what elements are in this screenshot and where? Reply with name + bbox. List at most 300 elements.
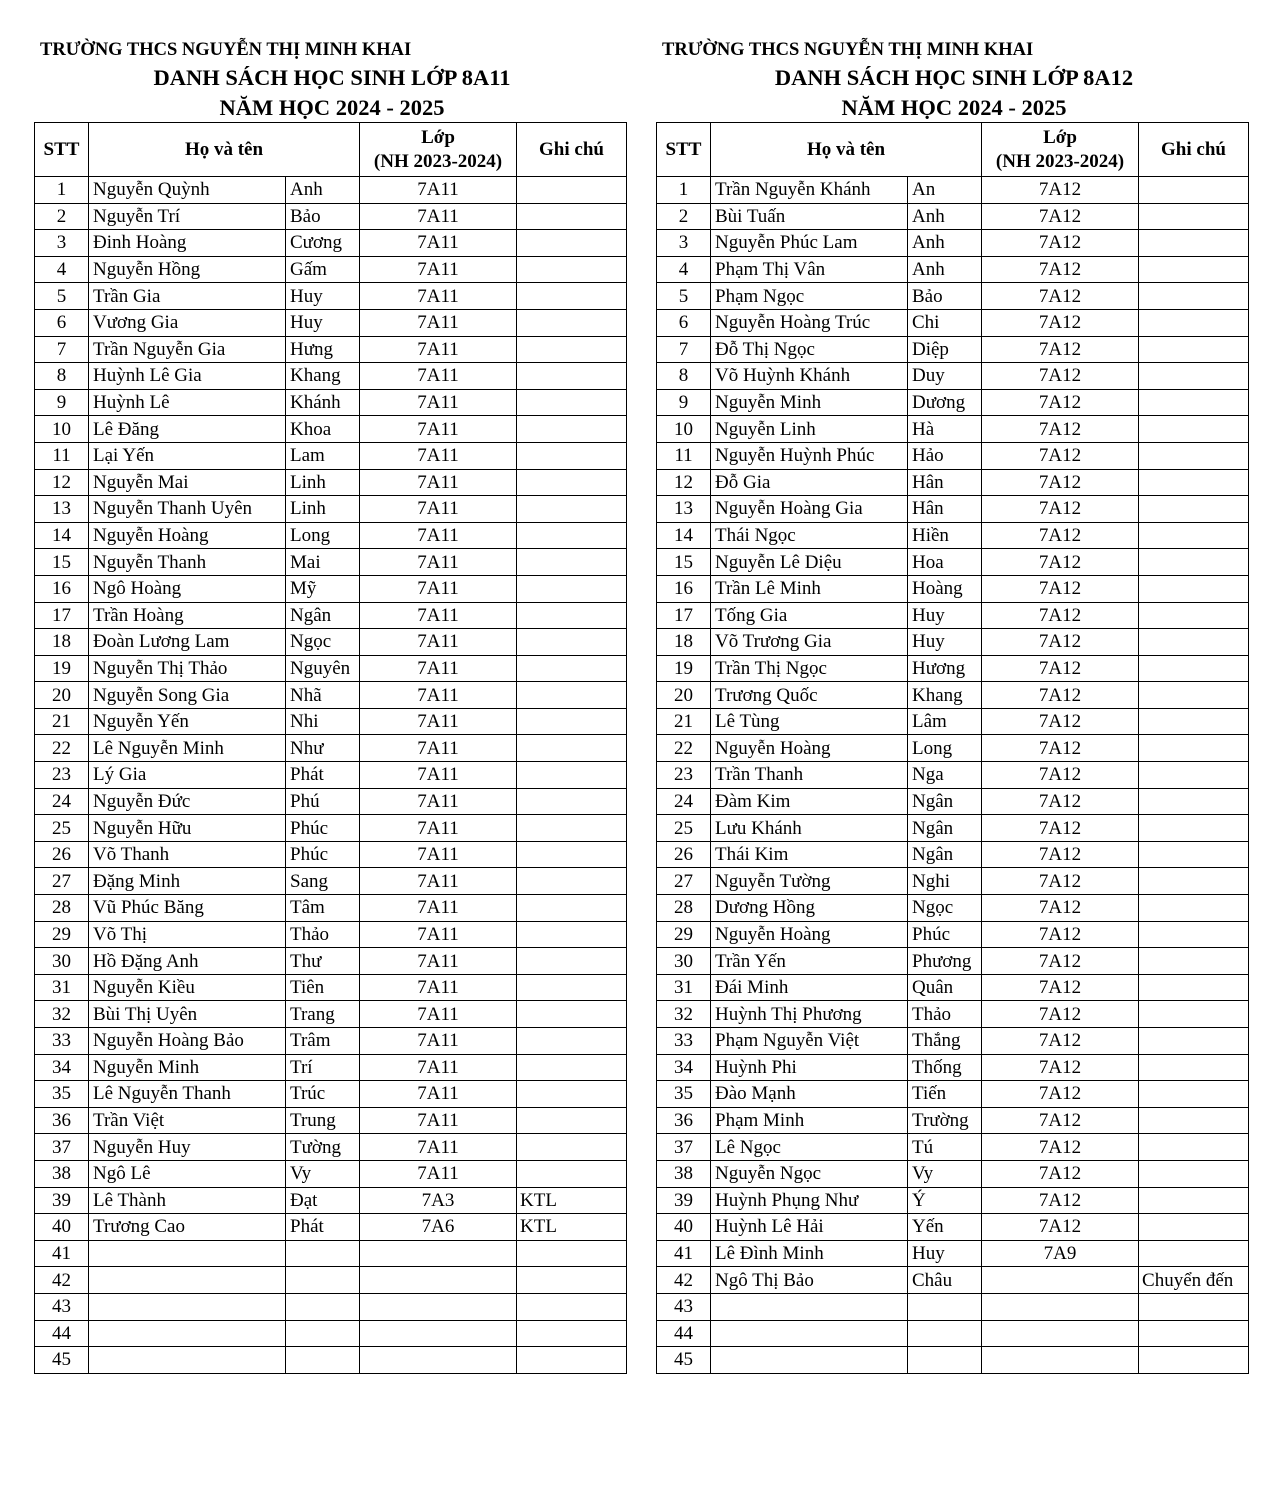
cell-first-name: Anh — [286, 177, 360, 204]
table-row — [35, 1001, 627, 1028]
cell-previous-class: 7A12 — [982, 1107, 1139, 1134]
cell-last-name: Nguyễn Kiều — [89, 974, 286, 1001]
table-row — [35, 336, 627, 363]
cell-previous-class: 7A11 — [360, 1107, 517, 1134]
cell-last-name: Trương Cao — [89, 1214, 286, 1241]
cell-note — [517, 230, 627, 257]
cell-previous-class: 7A12 — [982, 1028, 1139, 1055]
cell-first-name: Hà — [908, 416, 982, 443]
cell-note — [1139, 815, 1249, 842]
cell-last-name: Vũ Phúc Băng — [89, 895, 286, 922]
cell-last-name: Trần Việt — [89, 1107, 286, 1134]
cell-first-name: Hoa — [908, 549, 982, 576]
cell-last-name: Lê Nguyễn Minh — [89, 735, 286, 762]
cell-first-name: Ngân — [286, 602, 360, 629]
cell-previous-class: 7A11 — [360, 682, 517, 709]
cell-last-name: Trần Hoàng — [89, 602, 286, 629]
cell-previous-class: 7A12 — [982, 363, 1139, 390]
cell-previous-class: 7A11 — [360, 496, 517, 523]
header-class — [982, 123, 1139, 177]
cell-first-name: Nhã — [286, 682, 360, 709]
cell-first-name: Ngân — [908, 815, 982, 842]
cell-previous-class: 7A11 — [360, 575, 517, 602]
cell-previous-class: 7A12 — [982, 655, 1139, 682]
cell-last-name: Nguyễn Phúc Lam — [711, 230, 908, 257]
table-row — [35, 815, 627, 842]
cell-first-name: Trường — [908, 1107, 982, 1134]
cell-stt: 16 — [657, 575, 711, 602]
cell-first-name: Hảo — [908, 442, 982, 469]
cell-last-name: Nguyễn Song Gia — [89, 682, 286, 709]
table-row — [657, 1347, 1249, 1374]
table-body — [657, 177, 1249, 1374]
sheet-title: DANH SÁCH HỌC SINH LỚP 8A11 — [153, 65, 511, 90]
header-name: Họ và tên — [89, 123, 360, 177]
cell-previous-class: 7A11 — [360, 309, 517, 336]
cell-stt: 7 — [35, 336, 89, 363]
cell-stt: 38 — [35, 1160, 89, 1187]
cell-first-name: Tiến — [908, 1081, 982, 1108]
cell-previous-class: 7A12 — [982, 336, 1139, 363]
table-row — [657, 230, 1249, 257]
cell-stt: 31 — [657, 974, 711, 1001]
cell-stt: 24 — [657, 788, 711, 815]
cell-stt: 28 — [657, 895, 711, 922]
cell-previous-class: 7A12 — [982, 629, 1139, 656]
cell-first-name: Phú — [286, 788, 360, 815]
cell-last-name: Lý Gia — [89, 762, 286, 789]
cell-last-name: Phạm Ngọc — [711, 283, 908, 310]
table-row — [35, 1267, 627, 1294]
cell-stt: 17 — [657, 602, 711, 629]
cell-stt: 30 — [657, 948, 711, 975]
cell-previous-class: 7A11 — [360, 416, 517, 443]
cell-previous-class: 7A12 — [982, 921, 1139, 948]
cell-last-name — [89, 1347, 286, 1374]
cell-note: Chuyển đến — [1139, 1267, 1249, 1294]
cell-first-name: Vy — [908, 1160, 982, 1187]
table-row — [657, 868, 1249, 895]
table-row — [657, 815, 1249, 842]
cell-stt: 33 — [657, 1028, 711, 1055]
cell-stt: 41 — [35, 1240, 89, 1267]
cell-first-name: An — [908, 177, 982, 204]
cell-first-name — [286, 1320, 360, 1347]
cell-stt: 29 — [657, 921, 711, 948]
cell-first-name: Anh — [908, 230, 982, 257]
cell-previous-class — [360, 1267, 517, 1294]
cell-first-name: Anh — [908, 203, 982, 230]
cell-note — [1139, 1320, 1249, 1347]
cell-first-name: Long — [908, 735, 982, 762]
cell-note — [1139, 363, 1249, 390]
cell-previous-class: 7A3 — [360, 1187, 517, 1214]
cell-note — [1139, 1347, 1249, 1374]
cell-note — [517, 1028, 627, 1055]
cell-previous-class: 7A12 — [982, 496, 1139, 523]
cell-last-name: Huỳnh Phụng Như — [711, 1187, 908, 1214]
cell-previous-class — [360, 1293, 517, 1320]
cell-first-name — [908, 1347, 982, 1374]
cell-stt: 22 — [35, 735, 89, 762]
cell-stt: 26 — [35, 841, 89, 868]
cell-note — [1139, 735, 1249, 762]
cell-first-name: Tường — [286, 1134, 360, 1161]
cell-stt: 45 — [35, 1347, 89, 1374]
table-row — [657, 682, 1249, 709]
header-stt: STT — [657, 123, 711, 177]
cell-stt: 1 — [657, 177, 711, 204]
cell-previous-class: 7A12 — [982, 602, 1139, 629]
cell-stt: 15 — [657, 549, 711, 576]
cell-first-name: Quân — [908, 974, 982, 1001]
cell-note — [1139, 203, 1249, 230]
table-row — [35, 309, 627, 336]
cell-note — [1139, 1187, 1249, 1214]
cell-first-name: Thắng — [908, 1028, 982, 1055]
cell-stt: 13 — [657, 496, 711, 523]
cell-note — [517, 1081, 627, 1108]
table-row — [657, 1240, 1249, 1267]
sheet-title: DANH SÁCH HỌC SINH LỚP 8A12 — [774, 65, 1134, 90]
cell-last-name: Tống Gia — [711, 602, 908, 629]
table-row — [35, 921, 627, 948]
cell-stt: 24 — [35, 788, 89, 815]
cell-previous-class: 7A11 — [360, 522, 517, 549]
cell-note — [1139, 1160, 1249, 1187]
cell-last-name: Huỳnh Lê — [89, 389, 286, 416]
cell-note — [517, 442, 627, 469]
cell-first-name: Tú — [908, 1134, 982, 1161]
cell-stt: 6 — [35, 309, 89, 336]
cell-stt: 23 — [35, 762, 89, 789]
cell-last-name: Nguyễn Minh — [89, 1054, 286, 1081]
cell-first-name: Linh — [286, 496, 360, 523]
cell-stt: 30 — [35, 948, 89, 975]
cell-first-name: Phát — [286, 1214, 360, 1241]
table-row — [35, 762, 627, 789]
cell-first-name: Chi — [908, 309, 982, 336]
table-row — [657, 895, 1249, 922]
table-row — [657, 948, 1249, 975]
cell-previous-class: 7A12 — [982, 283, 1139, 310]
cell-first-name — [908, 1293, 982, 1320]
cell-previous-class: 7A11 — [360, 1134, 517, 1161]
cell-last-name: Nguyễn Minh — [711, 389, 908, 416]
table-row — [35, 416, 627, 443]
cell-stt: 38 — [657, 1160, 711, 1187]
cell-first-name: Phúc — [286, 841, 360, 868]
cell-last-name: Nguyễn Ngọc — [711, 1160, 908, 1187]
table-header-row — [35, 123, 627, 177]
cell-previous-class: 7A12 — [982, 177, 1139, 204]
cell-last-name: Đinh Hoàng — [89, 230, 286, 257]
cell-first-name: Mỹ — [286, 575, 360, 602]
table-row — [657, 841, 1249, 868]
cell-stt: 40 — [657, 1214, 711, 1241]
table-row — [657, 256, 1249, 283]
table-row — [35, 1160, 627, 1187]
cell-last-name: Nguyễn Hoàng — [89, 522, 286, 549]
cell-previous-class: 7A6 — [360, 1214, 517, 1241]
cell-last-name — [89, 1320, 286, 1347]
table-body — [35, 177, 627, 1374]
cell-first-name: Hân — [908, 469, 982, 496]
table-row — [35, 389, 627, 416]
student-table — [34, 122, 627, 1374]
cell-note — [1139, 1001, 1249, 1028]
cell-stt: 28 — [35, 895, 89, 922]
cell-note — [517, 682, 627, 709]
cell-previous-class: 7A11 — [360, 708, 517, 735]
cell-stt: 21 — [35, 708, 89, 735]
cell-note — [517, 1107, 627, 1134]
cell-stt: 8 — [657, 363, 711, 390]
cell-note — [1139, 1293, 1249, 1320]
cell-first-name — [908, 1320, 982, 1347]
cell-previous-class: 7A12 — [982, 1214, 1139, 1241]
cell-previous-class: 7A12 — [982, 1160, 1139, 1187]
cell-last-name: Nguyễn Mai — [89, 469, 286, 496]
cell-first-name: Huy — [286, 283, 360, 310]
table-row — [657, 629, 1249, 656]
cell-last-name: Võ Trương Gia — [711, 629, 908, 656]
cell-first-name: Trí — [286, 1054, 360, 1081]
cell-stt: 1 — [35, 177, 89, 204]
cell-first-name: Như — [286, 735, 360, 762]
cell-first-name: Khánh — [286, 389, 360, 416]
cell-stt: 35 — [35, 1081, 89, 1108]
cell-first-name: Trang — [286, 1001, 360, 1028]
cell-previous-class: 7A12 — [982, 1081, 1139, 1108]
table-row — [35, 655, 627, 682]
cell-first-name: Yến — [908, 1214, 982, 1241]
cell-stt: 10 — [657, 416, 711, 443]
cell-first-name: Anh — [908, 256, 982, 283]
cell-stt: 13 — [35, 496, 89, 523]
cell-stt: 44 — [657, 1320, 711, 1347]
cell-last-name: Ngô Thị Bảo — [711, 1267, 908, 1294]
cell-first-name: Trúc — [286, 1081, 360, 1108]
cell-stt: 34 — [657, 1054, 711, 1081]
cell-first-name: Huy — [908, 1240, 982, 1267]
cell-last-name — [89, 1267, 286, 1294]
cell-note — [1139, 1107, 1249, 1134]
cell-last-name: Đái Minh — [711, 974, 908, 1001]
cell-first-name: Trung — [286, 1107, 360, 1134]
table-row — [35, 496, 627, 523]
cell-note — [1139, 629, 1249, 656]
cell-previous-class: 7A12 — [982, 1054, 1139, 1081]
cell-note — [1139, 177, 1249, 204]
table-row — [657, 762, 1249, 789]
table-row — [657, 1293, 1249, 1320]
cell-previous-class: 7A11 — [360, 336, 517, 363]
cell-last-name: Vương Gia — [89, 309, 286, 336]
cell-note — [517, 974, 627, 1001]
cell-previous-class — [360, 1320, 517, 1347]
cell-last-name: Đào Mạnh — [711, 1081, 908, 1108]
cell-last-name: Đàm Kim — [711, 788, 908, 815]
cell-last-name: Trần Yến — [711, 948, 908, 975]
cell-last-name: Hồ Đặng Anh — [89, 948, 286, 975]
cell-stt: 41 — [657, 1240, 711, 1267]
cell-previous-class: 7A11 — [360, 1081, 517, 1108]
cell-first-name: Bảo — [908, 283, 982, 310]
cell-previous-class: 7A11 — [360, 203, 517, 230]
cell-first-name: Phát — [286, 762, 360, 789]
cell-last-name: Trần Lê Minh — [711, 575, 908, 602]
cell-last-name: Huỳnh Lê Hải — [711, 1214, 908, 1241]
cell-previous-class: 7A11 — [360, 1001, 517, 1028]
table-row — [35, 363, 627, 390]
cell-previous-class — [982, 1320, 1139, 1347]
cell-last-name: Lê Ngọc — [711, 1134, 908, 1161]
cell-note — [517, 895, 627, 922]
cell-last-name: Thái Kim — [711, 841, 908, 868]
cell-last-name: Lê Tùng — [711, 708, 908, 735]
cell-first-name: Huy — [908, 629, 982, 656]
cell-first-name: Đạt — [286, 1187, 360, 1214]
table-row — [35, 735, 627, 762]
cell-note — [1139, 469, 1249, 496]
table-row — [657, 1028, 1249, 1055]
cell-note: KTL — [517, 1187, 627, 1214]
cell-note — [1139, 788, 1249, 815]
cell-previous-class: 7A11 — [360, 549, 517, 576]
cell-first-name: Hiền — [908, 522, 982, 549]
cell-note — [517, 1240, 627, 1267]
cell-previous-class: 7A12 — [982, 815, 1139, 842]
cell-first-name: Lam — [286, 442, 360, 469]
cell-previous-class — [982, 1347, 1139, 1374]
table-row — [35, 575, 627, 602]
cell-last-name: Trần Nguyễn Gia — [89, 336, 286, 363]
cell-stt: 44 — [35, 1320, 89, 1347]
cell-note — [517, 309, 627, 336]
cell-stt: 7 — [657, 336, 711, 363]
cell-note — [1139, 336, 1249, 363]
cell-previous-class: 7A12 — [982, 522, 1139, 549]
table-row — [35, 442, 627, 469]
cell-last-name: Võ Thị — [89, 921, 286, 948]
cell-stt: 2 — [35, 203, 89, 230]
cell-first-name: Hưng — [286, 336, 360, 363]
cell-stt: 37 — [35, 1134, 89, 1161]
cell-last-name: Võ Huỳnh Khánh — [711, 363, 908, 390]
cell-last-name: Nguyễn Tường — [711, 868, 908, 895]
cell-first-name — [286, 1240, 360, 1267]
table-row — [657, 1107, 1249, 1134]
cell-last-name: Nguyễn Huỳnh Phúc — [711, 442, 908, 469]
cell-previous-class — [360, 1240, 517, 1267]
table-row — [657, 1320, 1249, 1347]
cell-note — [517, 815, 627, 842]
table-row — [35, 974, 627, 1001]
cell-stt: 39 — [35, 1187, 89, 1214]
table-row — [657, 1001, 1249, 1028]
cell-first-name: Cương — [286, 230, 360, 257]
cell-note — [517, 522, 627, 549]
cell-first-name: Lâm — [908, 708, 982, 735]
cell-previous-class — [360, 1347, 517, 1374]
cell-previous-class: 7A12 — [982, 974, 1139, 1001]
table-row — [657, 788, 1249, 815]
cell-stt: 19 — [657, 655, 711, 682]
cell-stt: 20 — [35, 682, 89, 709]
cell-note — [1139, 1081, 1249, 1108]
cell-note — [1139, 389, 1249, 416]
cell-stt: 43 — [35, 1293, 89, 1320]
cell-last-name: Nguyễn Thanh Uyên — [89, 496, 286, 523]
cell-first-name: Thống — [908, 1054, 982, 1081]
cell-last-name: Đỗ Thị Ngọc — [711, 336, 908, 363]
cell-first-name: Hương — [908, 655, 982, 682]
cell-first-name: Ý — [908, 1187, 982, 1214]
cell-stt: 11 — [657, 442, 711, 469]
cell-note — [517, 1293, 627, 1320]
table-row — [35, 522, 627, 549]
school-name: TRƯỜNG THCS NGUYỄN THỊ MINH KHAI — [662, 40, 1034, 60]
cell-previous-class: 7A12 — [982, 1134, 1139, 1161]
cell-last-name: Lê Đăng — [89, 416, 286, 443]
cell-first-name: Huy — [286, 309, 360, 336]
cell-first-name: Diệp — [908, 336, 982, 363]
table-row — [35, 1107, 627, 1134]
header-class-line2: (NH 2023-2024) — [995, 150, 1125, 172]
header-class-line1: Lớp — [421, 126, 455, 148]
cell-previous-class: 7A11 — [360, 974, 517, 1001]
cell-last-name: Nguyễn Hữu — [89, 815, 286, 842]
cell-stt: 18 — [35, 629, 89, 656]
cell-first-name: Nghi — [908, 868, 982, 895]
cell-stt: 37 — [657, 1134, 711, 1161]
cell-stt: 6 — [657, 309, 711, 336]
table-row — [657, 974, 1249, 1001]
cell-previous-class: 7A12 — [982, 1187, 1139, 1214]
cell-stt: 22 — [657, 735, 711, 762]
cell-previous-class: 7A12 — [982, 1001, 1139, 1028]
cell-previous-class: 7A11 — [360, 788, 517, 815]
cell-note — [517, 921, 627, 948]
header-class-line1: Lớp — [1043, 126, 1077, 148]
school-name: TRƯỜNG THCS NGUYỄN THỊ MINH KHAI — [40, 40, 412, 60]
cell-last-name: Nguyễn Hoàng — [711, 921, 908, 948]
cell-note — [517, 708, 627, 735]
cell-note — [517, 1320, 627, 1347]
cell-last-name: Nguyễn Đức — [89, 788, 286, 815]
cell-stt: 18 — [657, 629, 711, 656]
cell-previous-class: 7A12 — [982, 549, 1139, 576]
cell-previous-class: 7A11 — [360, 602, 517, 629]
table-row — [35, 256, 627, 283]
cell-previous-class: 7A12 — [982, 948, 1139, 975]
cell-last-name: Lê Thành — [89, 1187, 286, 1214]
cell-note — [517, 762, 627, 789]
cell-note — [1139, 442, 1249, 469]
cell-first-name: Thảo — [908, 1001, 982, 1028]
cell-note — [517, 203, 627, 230]
cell-first-name: Linh — [286, 469, 360, 496]
cell-first-name: Ngọc — [908, 895, 982, 922]
cell-note — [1139, 895, 1249, 922]
cell-previous-class: 7A11 — [360, 469, 517, 496]
cell-previous-class: 7A11 — [360, 1028, 517, 1055]
cell-last-name: Trần Nguyễn Khánh — [711, 177, 908, 204]
table-row — [35, 1187, 627, 1214]
cell-note — [1139, 1214, 1249, 1241]
table-row — [35, 682, 627, 709]
